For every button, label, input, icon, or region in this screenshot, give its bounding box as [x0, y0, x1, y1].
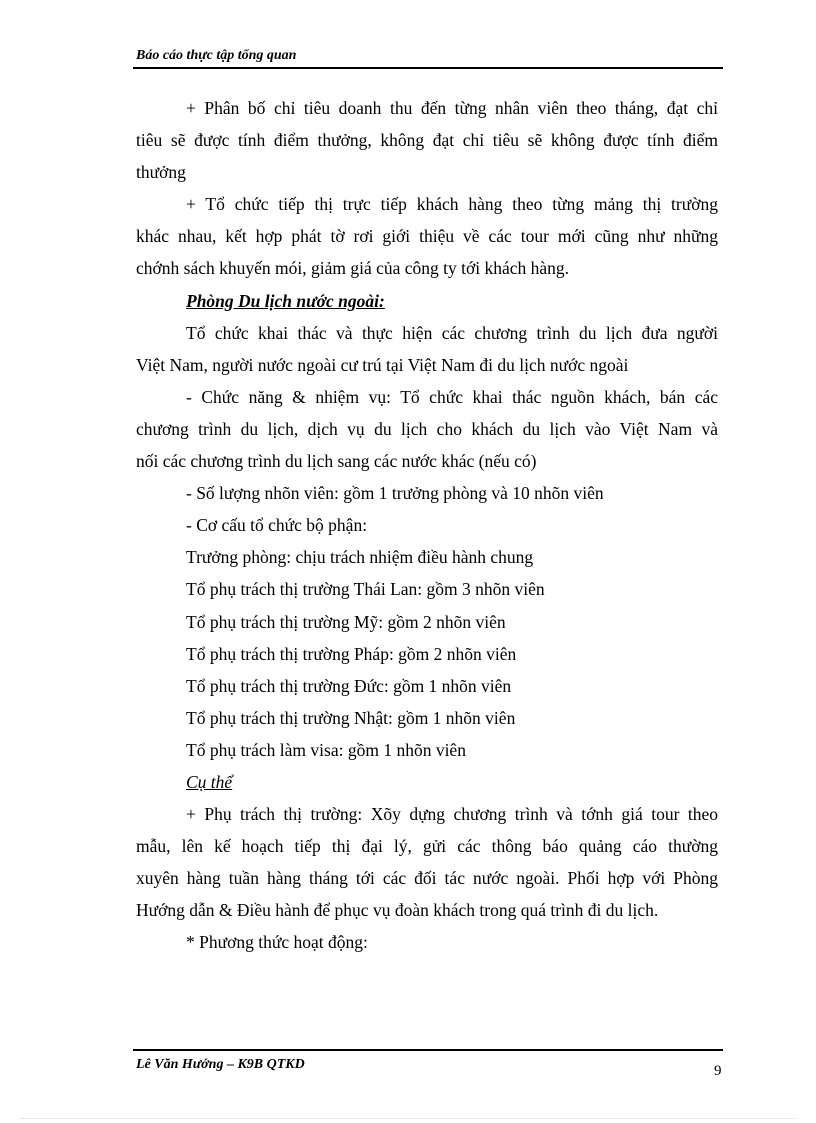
paragraph-line: Việt Nam, người nước ngoài cư trú tại Việt Nam đi du lịch nước ngoài	[136, 354, 629, 375]
paragraph-line: Tổ phụ trách thị trường Nhật: gồm 1 nhõn viên	[186, 707, 516, 728]
paragraph-line: + Phân bố chỉ tiêu doanh thu đến từng nhân viên theo tháng, đạt chỉ	[186, 98, 718, 118]
paragraph-line: + Tổ chức tiếp thị trực tiếp khách hàng theo từng mảng thị trường	[186, 194, 718, 215]
subheading-line	[136, 766, 718, 798]
paragraph-line: Hướng dẫn & Điều hành để phục vụ đoàn khách trong quá trình đi du lịch.	[136, 900, 659, 921]
paragraph-line: Tổ phụ trách thị trường Đức: gồm 1 nhõn viên	[186, 675, 512, 696]
paragraph-line: + Phụ trách thị trường: Xõy dựng chương trình và tớnh giá tour theo	[186, 804, 718, 825]
paragraph-line: Trưởng phòng: chịu trách nhiệm điều hành chung	[186, 547, 534, 568]
paragraph-line: Tổ chức khai thác và thực hiện các chương trình du lịch đưa người	[186, 322, 718, 343]
page-bottom-border	[20, 1118, 796, 1119]
paragraph-line: chớnh sách khuyến mói, giảm giá của công ty tới khách hàng.	[136, 258, 570, 279]
paragraph-line: nối các chương trình du lịch sang các nước khác (nếu có)	[136, 451, 537, 472]
footer-rule	[133, 1049, 723, 1051]
paragraph-line: chương trình du lịch, dịch vụ du lịch cho khách du lịch vào Việt Nam và	[136, 418, 718, 439]
paragraph-line: xuyên hàng tuần hàng tháng tới các đối tác nước ngoài. Phối hợp với Phòng	[136, 868, 718, 889]
paragraph-line: Tổ phụ trách làm visa: gồm 1 nhõn viên	[186, 739, 466, 760]
paragraph-line: Tổ phụ trách thị trường Mỹ: gồm 2 nhõn viên	[186, 611, 506, 632]
paragraph-line: - Chức năng & nhiệm vụ: Tổ chức khai thác nguồn khách, bán các	[186, 386, 718, 407]
paragraph-line: Tổ phụ trách thị trường Thái Lan: gồm 3 nhõn viên	[186, 579, 545, 600]
paragraph-line: thưởng	[136, 162, 186, 183]
paragraph-line: Tổ phụ trách thị trường Pháp: gồm 2 nhõn viên	[186, 643, 517, 664]
paragraph-line: - Số lượng nhõn viên: gồm 1 trưởng phòng và 10 nhõn viên	[186, 483, 604, 504]
page-number: 9	[714, 1063, 722, 1079]
header-title: Báo cáo thực tập tổng quan	[136, 48, 297, 63]
paragraph-line: * Phương thức hoạt động:	[186, 932, 368, 953]
section-heading-line	[136, 285, 718, 317]
subheading: Cụ thể	[186, 771, 233, 792]
header-rule	[133, 67, 723, 69]
paragraph-line: tiêu sẽ được tính điểm thưởng, không đạt chỉ tiêu sẽ không được tính điểm	[136, 130, 718, 151]
paragraph-line: mẫu, lên kế hoạch tiếp thị đại lý, gửi các thông báo quảng cáo thường	[136, 836, 718, 857]
paragraph-line: khác nhau, kết hợp phát tờ rơi giới thiệu về các tour mới cũng như những	[136, 226, 718, 247]
body-text	[136, 92, 718, 959]
paragraph-line: - Cơ cấu tổ chức bộ phận:	[186, 515, 368, 536]
footer-author: Lê Văn Hướng – K9B QTKD	[136, 1057, 305, 1072]
section-heading: Phòng Du lịch nước ngoài:	[186, 290, 385, 311]
